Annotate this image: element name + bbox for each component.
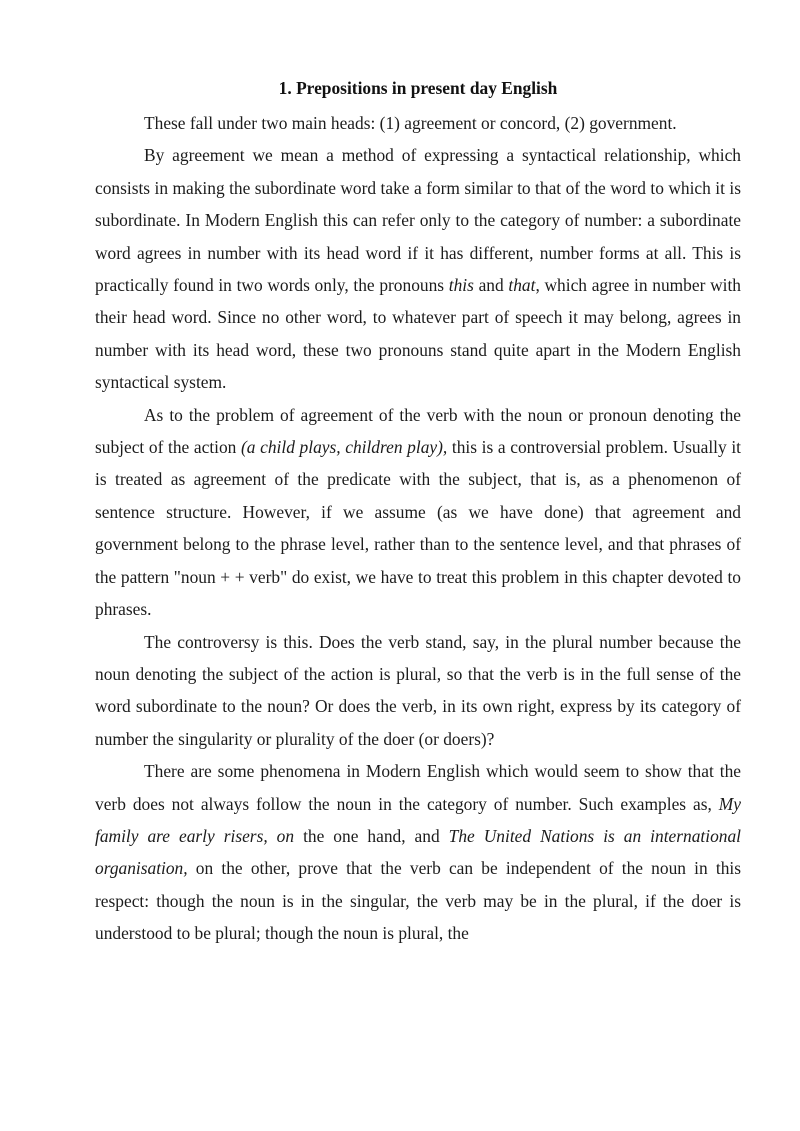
document-body — [95, 107, 741, 950]
italic-that: that — [508, 275, 536, 296]
italic-example: (a child plays, children play), — [241, 437, 448, 458]
italic-family-example: My family are early risers, on — [95, 793, 741, 846]
paragraph-2 — [95, 139, 741, 398]
section-heading: 1. Prepositions in present day English — [278, 78, 558, 98]
paragraph-3 — [95, 399, 741, 626]
paragraph-2-rest: , which agree in number with their head word. Since no other word, to whatever part of speech it may belong, agrees in number with its head word, these two pronouns stand quite apart in the Modern English syntactical system. — [95, 275, 741, 393]
paragraph-5 — [95, 755, 741, 949]
paragraph-5-part1: There are some phenomena in Modern English which would seem to show that the verb does not always follow the noun in the category of number. Such examples as, — [95, 761, 741, 814]
paragraph-4-text: The controversy is this. Does the verb stand, say, in the plural number because the noun denoting the subject of the action is plural, so that the verb is in the full sense of the word subordinate to the noun? Or does the verb, in its own right, express by its category of number the singularity or plurality of the doer (or doers)? — [95, 631, 741, 749]
italic-this: this — [448, 275, 474, 296]
paragraph-3-part2: this is a controversial problem. Usually it is treated as agreement of the predicate with the subject, that is, as a phenomenon of sentence structure. However, if we assume (as we have done) that agreement and government belong to the phrase level, rather than to the sentence level, and that phrases of the pattern "noun + + verb" do exist, we have to treat this problem in this chapter devoted to phrases. — [95, 437, 741, 620]
paragraph-1 — [95, 107, 741, 139]
paragraph-2-text: By agreement we mean a method of expressing a syntactical relationship, which consists in making the subordinate word take a form similar to that of the word to which it is subordinate. In Modern English this can refer only to the category of number: a subordinate word agrees in number with its head word if it has different, number forms at all. This is practically found in two words only, the pronouns — [95, 145, 741, 296]
paragraph-3-part1: As to the problem of agreement of the verb with the noun or pronoun denoting the subject of the action — [95, 404, 741, 458]
connector-and: and — [473, 275, 509, 296]
paragraph-1-text: These fall under two main heads: (1) agreement or concord, (2) government. — [144, 113, 677, 133]
paragraph-5-part2: the one hand, and — [294, 825, 449, 846]
paragraph-5-part3: on the other, prove that the verb can be independent of the noun in this respect: though the noun is in the singular, the verb may be in the plural, if the doer is understood to be plural; though the noun is plural, the — [95, 858, 741, 944]
paragraph-4 — [95, 626, 741, 756]
italic-un-example: The United Nations is an international organisation, — [95, 825, 741, 879]
